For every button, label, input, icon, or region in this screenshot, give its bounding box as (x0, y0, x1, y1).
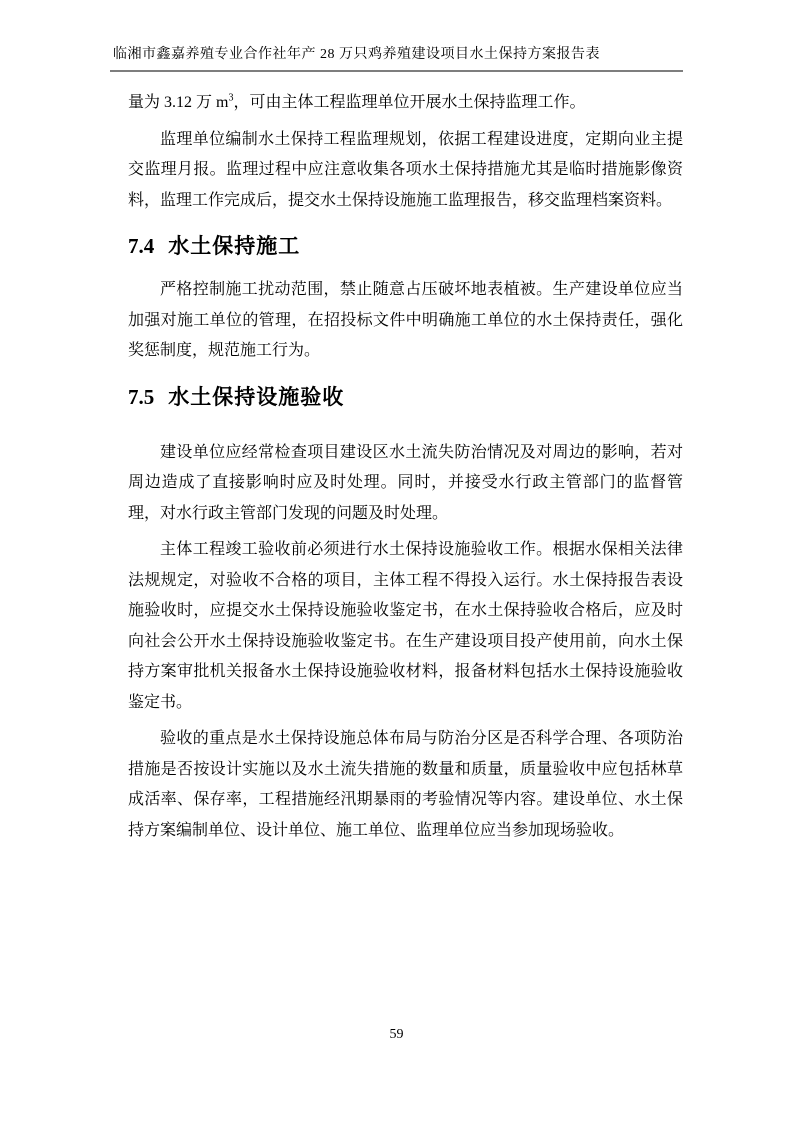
heading-7-4-title: 水土保持施工 (168, 235, 301, 258)
page-footer (0, 1026, 793, 1044)
heading-7-4 (128, 232, 683, 261)
heading-7-4-number: 7.4 (128, 234, 155, 258)
document-body (128, 88, 683, 852)
paragraph-inspection-duty: 建设单位应经常检查项目建设区水土流失防治情况及对周边的影响，若对周边造成了直接影响时应及时处理。同时，并接受水行政主管部门的监督管理，对水行政主管部门发现的问题及时处理。 (128, 443, 683, 522)
paragraph-acceptance-focus: 验收的重点是水土保持设施总体布局与防治分区是否科学合理、各项防治措施是否按设计实施以及水土流失措施的数量和质量，质量验收中应包括林草成活率、保存率，工程措施经汛期暴雨的考验情况等内容。建设单位、水土保持方案编制单位、设计单位、施工单位、监理单位应当参加现场验收。 (128, 730, 683, 839)
paragraph-monitor-volume-prefix: 量为 3.12 万 m (128, 94, 229, 111)
running-header-title: 临湘市鑫嘉养殖专业合作社年产 28 万只鸡养殖建设项目水土保持方案报告表 (113, 47, 600, 62)
paragraph-construction-control: 严格控制施工扰动范围，禁止随意占压破坏地表植被。生产建设单位应当加强对施工单位的管理，在招投标文件中明确施工单位的水土保持责任，强化奖惩制度，规范施工行为。 (128, 281, 683, 359)
paragraph-supervision-plan: 监理单位编制水土保持工程监理规划，依据工程建设进度，定期向业主提交监理月报。监理过程中应注意收集各项水土保持措施尤其是临时措施影像资料，监理工作完成后，提交水土保持设施施工监理报告，移交监理档案资料。 (128, 130, 683, 209)
paragraph-monitor-volume (128, 88, 683, 119)
page-header (110, 46, 683, 72)
paragraph-monitor-volume-suffix: ，可由主体工程监理单位开展水土保持监理工作。 (233, 94, 586, 111)
paragraph-acceptance-procedure: 主体工程竣工验收前必须进行水土保持设施验收工作。根据水保相关法律法规规定，对验收不合格的项目，主体工程不得投入运行。水土保持报告表设施验收时，应提交水土保持设施验收鉴定书，在水土保持验收合格后，应及时向社会公开水土保持设施验收鉴定书。在生产建设项目投产使用前，向水土保持方案审批机关报备水土保持设施验收材料，报备材料包括水土保持设施验收鉴定书。 (128, 541, 683, 711)
heading-7-5 (128, 383, 683, 412)
heading-7-5-title: 水土保持设施验收 (168, 385, 345, 409)
heading-7-5-number: 7.5 (128, 384, 155, 409)
superscript-cubed: 3 (228, 92, 234, 104)
page-number: 59 (389, 1027, 404, 1042)
